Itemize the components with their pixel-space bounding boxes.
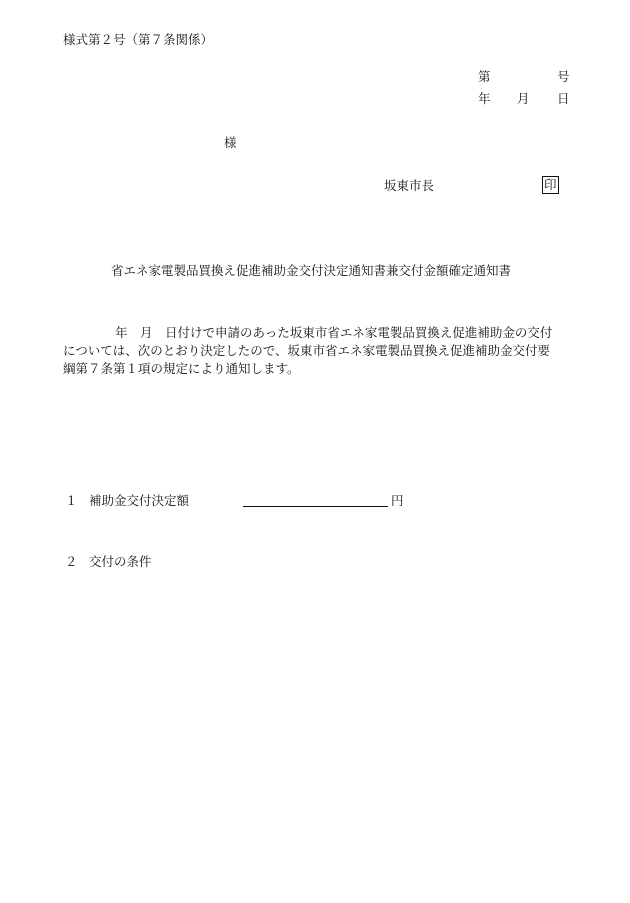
amount-unit: 円 (391, 493, 404, 508)
addressee-honorific: 様 (224, 135, 237, 150)
body-line-1 (63, 324, 571, 342)
body-line-3: 綱第７条第１項の規定により通知します。 (63, 361, 300, 376)
document-title: 省エネ家電製品買換え促進補助金交付決定通知書兼交付金額確定通知書 (111, 263, 512, 278)
body-paragraph (63, 324, 571, 378)
item-1-label: 補助金交付決定額 (89, 493, 190, 508)
body-line-1-text: 年 月 日付けで申請のあった坂東市省エネ家電製品買換え促進補助金の交付 (115, 325, 553, 340)
document-number-suffix: 号 (557, 69, 570, 84)
item-2-number: ２ (65, 554, 78, 569)
document-number-label: 第 (478, 69, 491, 84)
date-day-label: 日 (557, 91, 570, 106)
item-1-number: １ (65, 493, 78, 508)
date-year-label: 年 (478, 91, 491, 106)
form-label: 様式第２号（第７条関係） (63, 32, 214, 47)
issuer-name: 坂東市長 (384, 178, 435, 193)
date-month-label: 月 (517, 91, 530, 106)
amount-blank-line (243, 492, 388, 507)
body-line-2: については、次のとおり決定したので、坂東市省エネ家電製品買換え促進補助金交付要 (63, 343, 551, 358)
seal-mark: 印 (544, 177, 557, 192)
item-2-label: 交付の条件 (89, 554, 152, 569)
